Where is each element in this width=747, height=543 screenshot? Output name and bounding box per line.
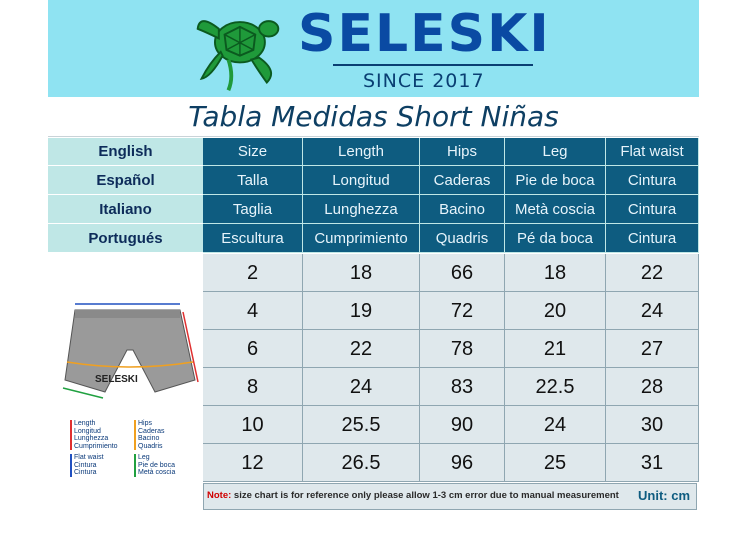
legend-line: Longitud xyxy=(74,427,101,435)
language-label: Italiano xyxy=(48,195,203,224)
legend-color-bar xyxy=(134,454,136,477)
legend-line: Pie de boca xyxy=(138,461,175,469)
table-cell: 25 xyxy=(505,444,606,482)
column-header: Flat waist xyxy=(606,138,699,166)
table-cell: 24 xyxy=(303,368,420,406)
column-header: Cintura xyxy=(606,195,699,224)
table-cell: 96 xyxy=(420,444,505,482)
legend-line: Cumprimiento xyxy=(74,442,118,450)
note-label: Note: xyxy=(207,490,232,501)
column-header: Taglia xyxy=(203,195,303,224)
column-header: Leg xyxy=(505,138,606,166)
table-cell: 12 xyxy=(203,444,303,482)
legend-color-bar xyxy=(70,454,72,477)
table-cell: 72 xyxy=(420,292,505,330)
divider xyxy=(333,64,533,66)
table-cell: 4 xyxy=(203,292,303,330)
column-header: Quadris xyxy=(420,224,505,253)
table-cell: 30 xyxy=(606,406,699,444)
language-label: English xyxy=(48,138,203,166)
column-header: Bacino xyxy=(420,195,505,224)
table-cell: 66 xyxy=(420,254,505,292)
page-title: Tabla Medidas Short Niñas xyxy=(48,97,699,137)
table-cell: 78 xyxy=(420,330,505,368)
turtle-icon xyxy=(190,0,286,96)
table-cell: 24 xyxy=(505,406,606,444)
table-cell: 21 xyxy=(505,330,606,368)
table-cell: 18 xyxy=(303,254,420,292)
table-cell: 22 xyxy=(303,330,420,368)
column-header: Cintura xyxy=(606,224,699,253)
legend-line: Hips xyxy=(138,420,153,427)
legend-line: Flat waist xyxy=(74,454,104,461)
legend-line: Caderas xyxy=(138,427,165,435)
legend-color-bar xyxy=(70,420,72,450)
column-header: Lunghezza xyxy=(303,195,420,224)
column-header: Metà coscia xyxy=(505,195,606,224)
unit-label: Unit: cm xyxy=(638,488,690,503)
table-cell: 18 xyxy=(505,254,606,292)
note-text xyxy=(207,490,619,501)
note-bar xyxy=(203,483,697,510)
table-cell: 2 xyxy=(203,254,303,292)
legend-line: Leg xyxy=(138,454,150,461)
table-cell: 19 xyxy=(303,292,420,330)
language-label: Español xyxy=(48,166,203,195)
table-cell: 90 xyxy=(420,406,505,444)
note-body: size chart is for reference only please allow 1-3 cm error due to manual measurement xyxy=(231,490,619,501)
shorts-diagram xyxy=(55,300,205,415)
column-header: Caderas xyxy=(420,166,505,195)
table-cell: 20 xyxy=(505,292,606,330)
table-cell: 10 xyxy=(203,406,303,444)
legend-line: Metà coscia xyxy=(138,469,176,476)
brand-name: SELESKI xyxy=(298,4,551,64)
legend-line: Quadris xyxy=(138,442,163,450)
column-header: Escultura xyxy=(203,224,303,253)
table-cell: 8 xyxy=(203,368,303,406)
column-header: Length xyxy=(303,138,420,166)
table-cell: 24 xyxy=(606,292,699,330)
legend-line: Cintura xyxy=(74,461,97,469)
table-cell: 22.5 xyxy=(505,368,606,406)
legend-group xyxy=(74,454,104,477)
column-header: Pé da boca xyxy=(505,224,606,253)
legend-line: Bacino xyxy=(138,435,160,442)
legend-group xyxy=(138,454,175,477)
column-header: Pie de boca xyxy=(505,166,606,195)
table-cell: 27 xyxy=(606,330,699,368)
table-cell: 31 xyxy=(606,444,699,482)
table-cell: 26.5 xyxy=(303,444,420,482)
legend-group xyxy=(74,420,118,450)
table-cell: 25.5 xyxy=(303,406,420,444)
table-cell: 6 xyxy=(203,330,303,368)
shorts-brand-label: SELESKI xyxy=(95,374,138,385)
legend-line: Length xyxy=(74,420,96,427)
column-header: Hips xyxy=(420,138,505,166)
table-cell: 22 xyxy=(606,254,699,292)
column-header: Cintura xyxy=(606,166,699,195)
legend-line: Cintura xyxy=(74,469,97,476)
brand-since: SINCE 2017 xyxy=(363,70,485,92)
table-cell: 28 xyxy=(606,368,699,406)
legend-line: Lunghezza xyxy=(74,435,109,442)
column-header: Talla xyxy=(203,166,303,195)
column-header: Cumprimiento xyxy=(303,224,420,253)
legend-color-bar xyxy=(134,420,136,450)
language-label: Portugués xyxy=(48,224,203,253)
table-cell: 83 xyxy=(420,368,505,406)
legend-group xyxy=(138,420,164,450)
column-header: Size xyxy=(203,138,303,166)
column-header: Longitud xyxy=(303,166,420,195)
